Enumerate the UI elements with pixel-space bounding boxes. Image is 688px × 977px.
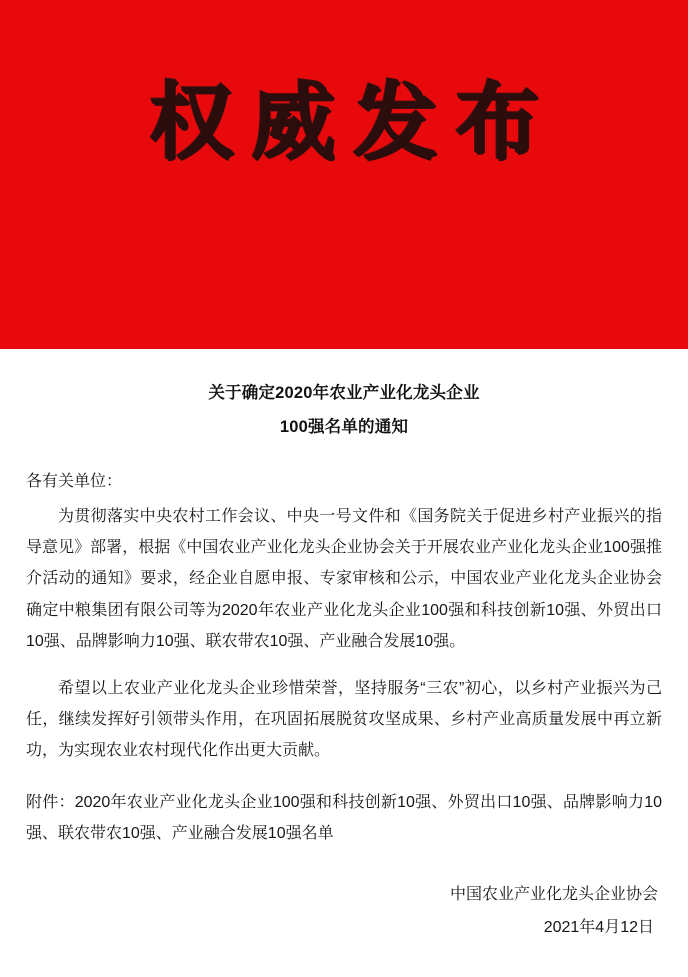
- body-paragraph-2: 希望以上农业产业化龙头企业珍惜荣誉，坚持服务“三农”初心，以乡村产业振兴为己任，继续发挥好引领带头作用，在巩固拓展脱贫攻坚成果、乡村产业高质量发展中再立新功，为实现农业农村现代化作出更大贡献。: [26, 679, 662, 760]
- document-body: [0, 349, 688, 943]
- document-title-line-2: 100强名单的通知: [279, 417, 409, 436]
- document-title-line-1: 关于确定2020年农业产业化龙头企业: [208, 384, 480, 402]
- salutation: 各有关单位：: [26, 472, 123, 490]
- signature-organization: 中国农业产业化龙头企业协会: [449, 885, 658, 903]
- signature-block: [26, 879, 662, 943]
- document-title: [26, 377, 662, 445]
- banner-headline: 权威发布: [148, 72, 557, 171]
- banner-content: [0, 0, 688, 349]
- red-banner: [0, 0, 688, 349]
- body-paragraph-1: 为贯彻落实中央农村工作会议、中央一号文件和《国务院关于促进乡村产业振兴的指导意见》部署，根据《中国农业产业化龙头企业协会关于开展农业产业化龙头企业100强推介活动的通知》要求，经企业自愿申报、专家审核和公示，中国农业产业化龙头企业协会确定中粮集团有限公司等为2020年农业产业化龙头企业100强和科技创新10强、外贸出口10强、品牌影响力10强、联农带农10强、产业融合发展10强。: [26, 508, 662, 650]
- signature-date: 2021年4月12日: [543, 919, 654, 937]
- attachment-note: 附件：2020年农业产业化龙头企业100强和科技创新10强、外贸出口10强、品牌影响力10强、联农带农10强、产业融合发展10强名单: [26, 793, 662, 842]
